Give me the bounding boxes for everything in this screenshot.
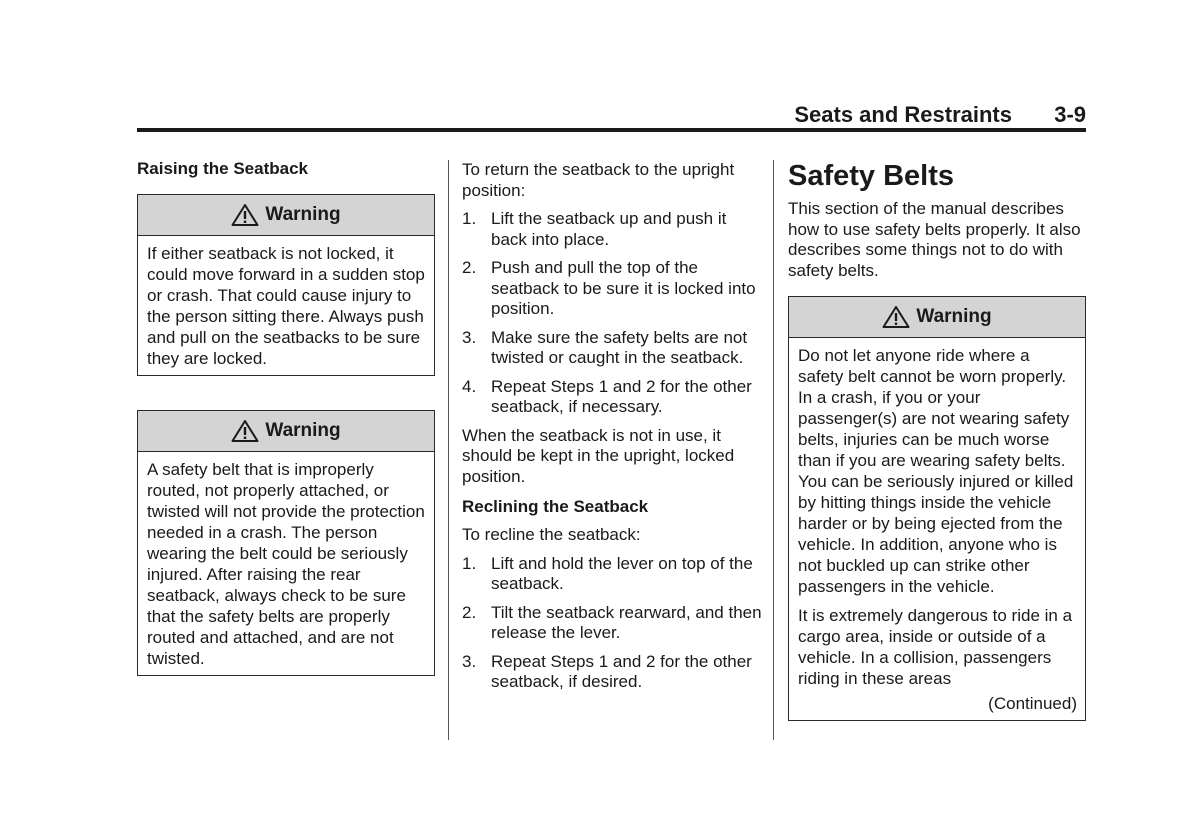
page-header	[137, 100, 1086, 130]
warning-triangle-icon	[231, 203, 259, 227]
warning-text: A safety belt that is improperly routed, not properly attached, or twisted will not provide the protection needed in a crash. The person wearing the belt could be seriously injured. After raising the rear seatback, always check to be sure that the safety belts are properly routed and attached, and are not twisted.	[147, 460, 425, 668]
warning-text: If either seatback is not locked, it could move forward in a sudden stop or crash. That could cause injury to the person sitting there. Always push and pull on the seatbacks to be sure they are locked.	[147, 244, 425, 368]
warning-body	[789, 338, 1085, 720]
warning-box	[137, 410, 435, 676]
warning-text: It is extremely dangerous to ride in a cargo area, inside or outside of a vehicle. In a collision, passengers riding in these areas	[798, 606, 1073, 688]
column-middle	[462, 158, 762, 693]
warning-label: Warning	[265, 204, 341, 225]
step-text: Make sure the safety belts are not twisted or caught in the seatback.	[491, 327, 748, 367]
list-item	[462, 258, 762, 320]
column-divider	[773, 160, 774, 740]
step-text: Push and pull the top of the seatback to be sure it is locked into position.	[491, 258, 756, 318]
list-item	[462, 554, 762, 595]
steps-list-recline	[462, 554, 762, 693]
step-number: 2.	[462, 258, 477, 277]
paragraph-intro: This section of the manual describes how to use safety belts properly. It also describes some things not to do with safety belts.	[788, 199, 1081, 280]
paragraph-intro: To return the seatback to the upright position:	[462, 160, 735, 200]
header-rule	[137, 128, 1086, 132]
warning-triangle-icon	[882, 305, 910, 329]
warning-text: Do not let anyone ride where a safety belt cannot be worn properly. In a crash, if you or your passenger(s) are not wearing safety belts, injuries can be much worse than if you are wearing safety belts. You can be seriously injured or killed by hitting things inside the vehicle harder or by being ejected from the vehicle. In addition, anyone who is not buckled up can strike other passengers in the vehicle.	[798, 346, 1074, 596]
section-header-title: Seats and Restraints	[794, 102, 1012, 127]
warning-label: Warning	[916, 306, 992, 327]
warning-box	[788, 296, 1086, 721]
step-number: 3.	[462, 327, 477, 347]
warning-box	[137, 194, 435, 376]
subheading-raising-seatback: Raising the Seatback	[137, 159, 309, 178]
step-text: Tilt the seatback rearward, and then release the lever.	[491, 602, 762, 642]
warning-triangle-icon	[231, 419, 259, 443]
step-number: 2.	[462, 602, 477, 622]
section-title: Safety Belts	[788, 160, 955, 192]
column-left	[137, 158, 435, 676]
list-item	[462, 377, 762, 418]
step-number: 1.	[462, 209, 477, 228]
warning-header	[789, 297, 1085, 338]
step-text: Repeat Steps 1 and 2 for the other seatback, if necessary.	[491, 376, 752, 416]
warning-body	[138, 236, 434, 375]
list-item	[462, 328, 762, 369]
list-item	[462, 603, 762, 644]
warning-label: Warning	[265, 420, 341, 441]
step-text: Repeat Steps 1 and 2 for the other seatback, if desired.	[491, 651, 752, 691]
steps-list-upright	[462, 209, 762, 418]
warning-body	[138, 452, 434, 675]
column-divider	[448, 160, 449, 740]
list-item	[462, 652, 762, 693]
warning-header	[138, 411, 434, 452]
paragraph-intro-recline: To recline the seatback:	[462, 525, 641, 544]
continued-label: (Continued)	[988, 694, 1077, 713]
list-item	[462, 209, 762, 250]
warning-header	[138, 195, 434, 236]
step-text: Lift and hold the lever on top of the seatback.	[491, 553, 753, 593]
step-number: 4.	[462, 376, 477, 396]
column-right	[788, 158, 1086, 721]
paragraph-note: When the seatback is not in use, it should be kept in the upright, locked position.	[462, 425, 735, 486]
page-number: 3-9	[1054, 102, 1086, 127]
step-number: 1.	[462, 553, 477, 573]
step-number: 3.	[462, 651, 477, 671]
subheading-reclining-seatback: Reclining the Seatback	[462, 497, 649, 516]
step-text: Lift the seatback up and push it back into place.	[491, 209, 727, 249]
